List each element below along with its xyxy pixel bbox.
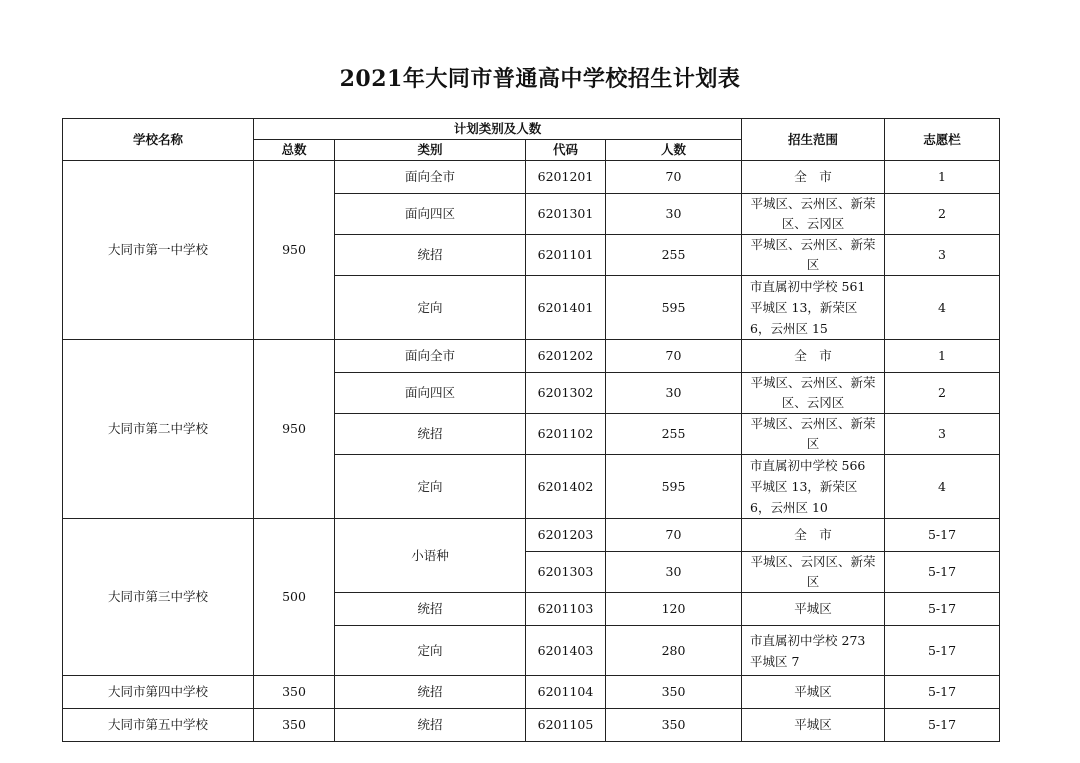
code-cell: 6201104 bbox=[526, 676, 606, 709]
choice-cell: 5-17 bbox=[885, 552, 1000, 593]
school-name: 大同市第五中学校 bbox=[63, 709, 254, 742]
count-cell: 30 bbox=[606, 373, 742, 414]
school-name: 大同市第一中学校 bbox=[63, 161, 254, 340]
count-cell: 70 bbox=[606, 340, 742, 373]
choice-cell: 1 bbox=[885, 340, 1000, 373]
range-cell: 平城区、云州区、新荣区 bbox=[742, 235, 885, 276]
choice-cell: 2 bbox=[885, 194, 1000, 235]
header-school: 学校名称 bbox=[63, 119, 254, 161]
range-cell-directed bbox=[742, 626, 885, 676]
range-cell-directed bbox=[742, 276, 885, 340]
school-total: 350 bbox=[254, 709, 335, 742]
table-row bbox=[63, 709, 1000, 742]
count-cell: 70 bbox=[606, 519, 742, 552]
header-choice: 志愿栏 bbox=[885, 119, 1000, 161]
range-cell: 全 市 bbox=[742, 519, 885, 552]
range-cell: 平城区、云州区、新荣区、云冈区 bbox=[742, 373, 885, 414]
choice-cell: 2 bbox=[885, 373, 1000, 414]
range-cell: 全 市 bbox=[742, 161, 885, 194]
count-cell: 30 bbox=[606, 194, 742, 235]
code-cell: 6201102 bbox=[526, 414, 606, 455]
count-cell: 70 bbox=[606, 161, 742, 194]
range-line-1: 市直属初中学校 566 bbox=[750, 458, 866, 473]
school-total: 950 bbox=[254, 161, 335, 340]
code-cell: 6201303 bbox=[526, 552, 606, 593]
school-total: 950 bbox=[254, 340, 335, 519]
category-cell: 面向四区 bbox=[335, 194, 526, 235]
category-cell: 小语种 bbox=[335, 519, 526, 593]
code-cell: 6201101 bbox=[526, 235, 606, 276]
document-title: 2021年大同市普通高中学校招生计划表 bbox=[339, 66, 741, 92]
header-plan-group: 计划类别及人数 bbox=[254, 119, 742, 140]
count-cell: 350 bbox=[606, 676, 742, 709]
code-cell: 6201301 bbox=[526, 194, 606, 235]
choice-cell: 1 bbox=[885, 161, 1000, 194]
category-cell: 统招 bbox=[335, 593, 526, 626]
code-cell: 6201105 bbox=[526, 709, 606, 742]
range-cell: 平城区、云冈区、新荣区 bbox=[742, 552, 885, 593]
category-cell: 面向全市 bbox=[335, 340, 526, 373]
choice-cell: 5-17 bbox=[885, 676, 1000, 709]
table-row bbox=[63, 676, 1000, 709]
count-cell: 595 bbox=[606, 455, 742, 519]
category-cell: 统招 bbox=[335, 235, 526, 276]
range-line-1: 市直属初中学校 561 bbox=[750, 279, 866, 294]
count-cell: 255 bbox=[606, 414, 742, 455]
choice-cell: 3 bbox=[885, 235, 1000, 276]
header-range: 招生范围 bbox=[742, 119, 885, 161]
enrollment-plan-table bbox=[62, 118, 1000, 742]
choice-cell: 4 bbox=[885, 276, 1000, 340]
count-cell: 255 bbox=[606, 235, 742, 276]
code-cell: 6201103 bbox=[526, 593, 606, 626]
category-cell: 定向 bbox=[335, 455, 526, 519]
range-cell: 平城区、云州区、新荣区 bbox=[742, 414, 885, 455]
range-cell: 平城区 bbox=[742, 676, 885, 709]
choice-cell: 5-17 bbox=[885, 593, 1000, 626]
category-cell: 定向 bbox=[335, 276, 526, 340]
category-cell: 面向全市 bbox=[335, 161, 526, 194]
header-count: 人数 bbox=[606, 140, 742, 161]
code-cell: 6201201 bbox=[526, 161, 606, 194]
header-total: 总数 bbox=[254, 140, 335, 161]
count-cell: 120 bbox=[606, 593, 742, 626]
range-line-2: 平城区 13，新荣区 6，云州区 10 bbox=[750, 479, 858, 515]
category-cell: 统招 bbox=[335, 414, 526, 455]
school-total: 500 bbox=[254, 519, 335, 676]
choice-cell: 5-17 bbox=[885, 519, 1000, 552]
code-cell: 6201401 bbox=[526, 276, 606, 340]
category-cell: 统招 bbox=[335, 676, 526, 709]
range-line-2: 平城区 13，新荣区 6，云州区 15 bbox=[750, 300, 858, 336]
choice-cell: 4 bbox=[885, 455, 1000, 519]
header-code: 代码 bbox=[526, 140, 606, 161]
table-row bbox=[63, 340, 1000, 373]
range-line-1: 市直属初中学校 273 bbox=[750, 632, 866, 648]
school-name: 大同市第四中学校 bbox=[63, 676, 254, 709]
range-cell-directed bbox=[742, 455, 885, 519]
category-cell: 定向 bbox=[335, 626, 526, 676]
code-cell: 6201203 bbox=[526, 519, 606, 552]
range-cell: 全 市 bbox=[742, 340, 885, 373]
choice-cell: 5-17 bbox=[885, 626, 1000, 676]
school-total: 350 bbox=[254, 676, 335, 709]
category-cell: 面向四区 bbox=[335, 373, 526, 414]
table-row bbox=[63, 161, 1000, 194]
choice-cell: 5-17 bbox=[885, 709, 1000, 742]
range-cell: 平城区 bbox=[742, 709, 885, 742]
count-cell: 595 bbox=[606, 276, 742, 340]
school-name: 大同市第二中学校 bbox=[63, 340, 254, 519]
header-category: 类别 bbox=[335, 140, 526, 161]
code-cell: 6201302 bbox=[526, 373, 606, 414]
range-cell: 平城区、云州区、新荣区、云冈区 bbox=[742, 194, 885, 235]
range-cell: 平城区 bbox=[742, 593, 885, 626]
code-cell: 6201403 bbox=[526, 626, 606, 676]
category-cell: 统招 bbox=[335, 709, 526, 742]
school-name: 大同市第三中学校 bbox=[63, 519, 254, 676]
count-cell: 30 bbox=[606, 552, 742, 593]
choice-cell: 3 bbox=[885, 414, 1000, 455]
table-row bbox=[63, 519, 1000, 552]
code-cell: 6201402 bbox=[526, 455, 606, 519]
range-line-2: 平城区 7 bbox=[750, 653, 800, 669]
code-cell: 6201202 bbox=[526, 340, 606, 373]
count-cell: 280 bbox=[606, 626, 742, 676]
count-cell: 350 bbox=[606, 709, 742, 742]
